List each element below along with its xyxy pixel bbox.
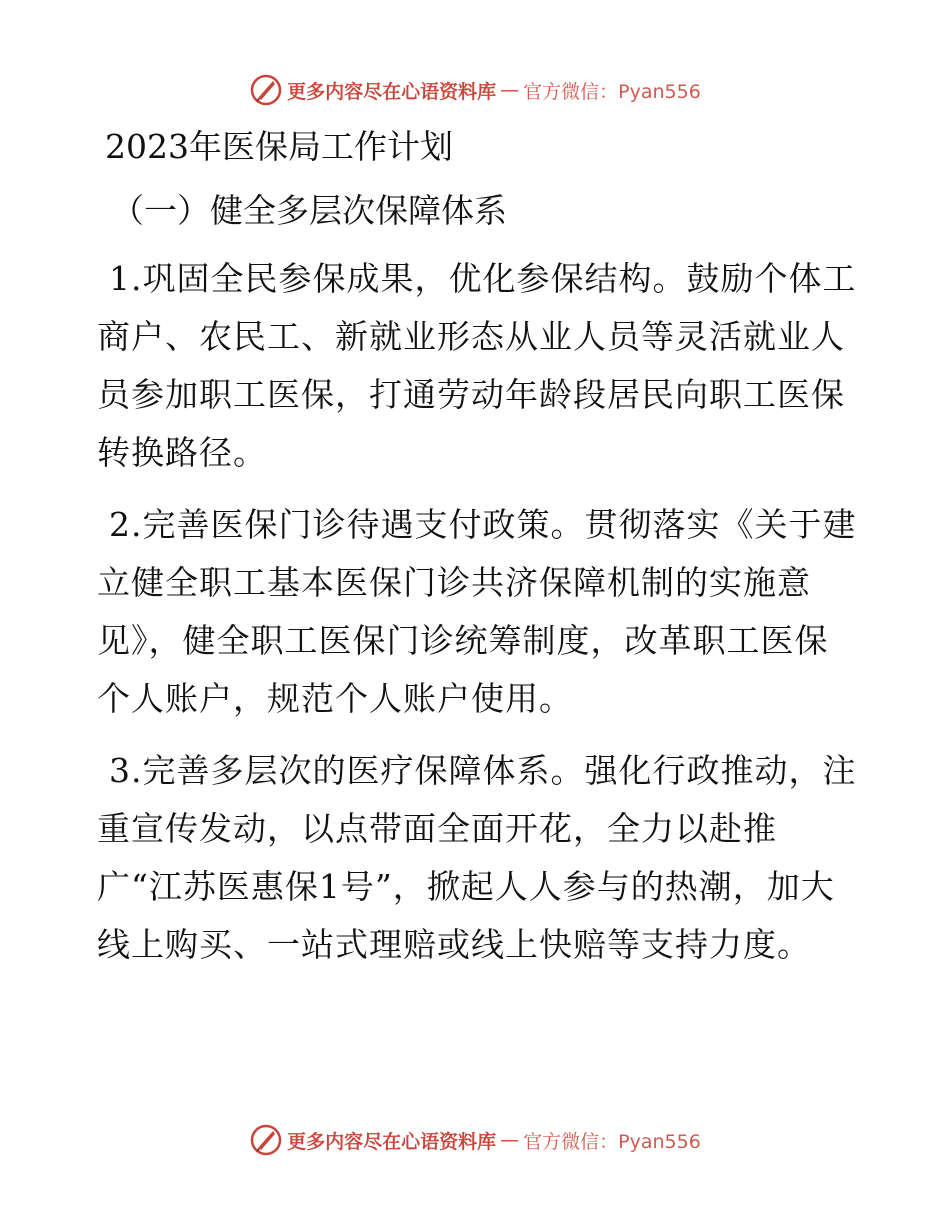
paragraph-3: 3.完善多层次的医疗保障体系。强化行政推动，注重宣传发动，以点带面全面开花，全力以赴推广“江苏医惠保1号”，掀起人人参与的热潮，加大线上购买、一站式理赔或线上快赔等支持力度。 — [97, 751, 857, 964]
banner-inner — [249, 1123, 701, 1157]
banner-sub-text: 官方微信：Pyan556 — [523, 1130, 701, 1153]
banner-separator: — — [500, 79, 520, 101]
banner-sub-text: 官方微信：Pyan556 — [523, 80, 701, 103]
header-watermark-banner — [0, 70, 950, 110]
quill-pen-logo-icon — [249, 1123, 283, 1157]
document-title: 2023年医保局工作计划 — [105, 127, 453, 166]
document-body — [97, 122, 857, 988]
paragraph-2: 2.完善医保门诊待遇支付政策。贯彻落实《关于建立健全职工基本医保门诊共济保障机制的实施意见》，健全职工医保门诊统筹制度，改革职工医保个人账户，规范个人账户使用。 — [97, 505, 857, 718]
footer-watermark-banner — [0, 1120, 950, 1160]
banner-inner — [249, 73, 701, 107]
banner-main-text: 更多内容尽在心语资料库 — [287, 1130, 497, 1153]
banner-main-text: 更多内容尽在心语资料库 — [287, 80, 497, 103]
quill-pen-logo-icon — [249, 73, 283, 107]
section-heading: （一）健全多层次保障体系 — [111, 191, 507, 230]
paragraph-1: 1.巩固全民参保成果，优化参保结构。鼓励个体工商户、农民工、新就业形态从业人员等灵活就业人员参加职工医保，打通劳动年龄段居民向职工医保转换路径。 — [97, 259, 857, 472]
banner-separator: — — [500, 1129, 520, 1151]
